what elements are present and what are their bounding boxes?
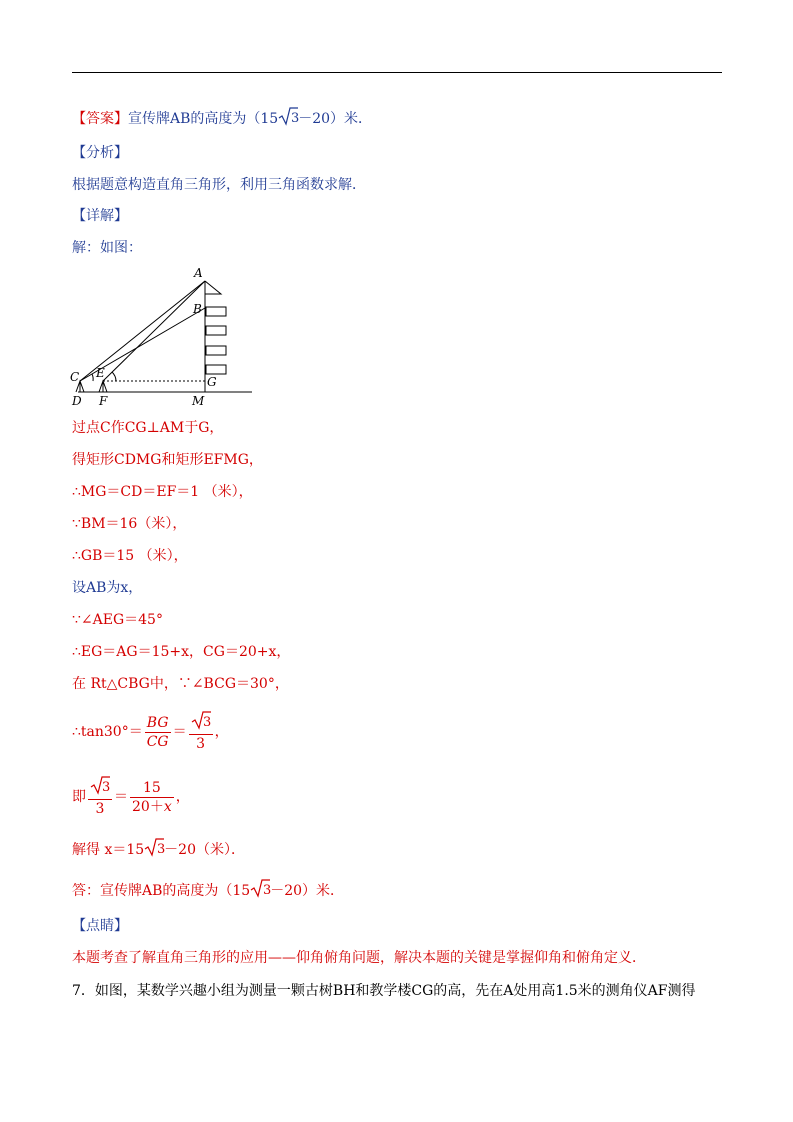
ji-post: ，	[175, 789, 190, 805]
step-9: 在 Rt△CBG中，∵∠BCG＝30°，	[72, 676, 289, 692]
label-c: C	[70, 370, 80, 384]
fraction-numerator-sqrt	[189, 711, 213, 735]
flag-shape	[205, 281, 221, 294]
step-4: ∵BM＝16（米），	[72, 516, 187, 532]
equals-sign: ＝	[172, 724, 187, 740]
label-m: M	[192, 394, 205, 408]
denominator-variable: x	[163, 798, 172, 815]
tan-post: ，	[214, 724, 229, 740]
answer-tag: 【答案】	[72, 111, 128, 127]
sqrt-symbol	[278, 106, 298, 132]
billboard-rect-1	[206, 307, 226, 316]
fraction-denominator: 3	[196, 736, 206, 752]
solve-line	[72, 837, 245, 863]
sqrt-symbol	[250, 878, 270, 904]
final-answer-line	[72, 878, 344, 904]
label-g: G	[207, 375, 217, 389]
fraction-bg-cg	[145, 714, 171, 751]
step-6: 设AB为x，	[72, 580, 143, 596]
detail-intro: 解：如图：	[72, 240, 142, 256]
step-1: 过点C作CG⊥AM于G，	[72, 420, 224, 436]
fraction-numerator: BG	[145, 714, 171, 733]
fraction-denominator	[130, 798, 174, 816]
billboard-rect-3	[206, 346, 226, 355]
step-7: ∵∠AEG＝45°	[72, 612, 163, 628]
final-radicand: 3	[263, 883, 272, 898]
sight-line-ea	[103, 281, 205, 381]
equals-sign: ＝	[114, 789, 128, 805]
step-3: ∴MG＝CD＝EF＝1 （米），	[72, 484, 253, 500]
angle-arc-c	[92, 374, 93, 381]
answer-text-post: －20）米．	[298, 111, 373, 127]
analysis-text: 根据题意构造直角三角形，利用三角函数求解．	[72, 177, 366, 193]
label-b: B	[193, 302, 202, 316]
angle-arc-e	[112, 372, 116, 381]
label-e: E	[96, 366, 105, 380]
ji-equation	[72, 776, 190, 818]
geometry-figure	[66, 264, 256, 409]
billboard-rect-2	[206, 326, 226, 335]
label-d: D	[72, 394, 82, 408]
comment-text: 本题考查了解直角三角形的应用——仰角俯角问题，解决本题的关键是掌握仰角和俯角定义．	[72, 950, 646, 966]
radical-sign	[90, 776, 110, 794]
step-5: ∴GB＝15 （米），	[72, 548, 188, 564]
label-a: A	[194, 266, 203, 280]
comment-tag: 【点睛】	[72, 918, 128, 934]
tan-pre: ∴tan30°＝	[72, 724, 143, 740]
solve-radicand: 3	[157, 842, 166, 857]
step-2: 得矩形CDMG和矩形EFMG，	[72, 452, 263, 468]
radical-sign	[144, 837, 164, 857]
fraction-numerator: 15	[130, 779, 174, 798]
ji-pre: 即	[72, 789, 86, 805]
answer-line	[72, 106, 372, 132]
fraction-sqrt3-3	[88, 776, 112, 818]
fraction-denominator: 3	[95, 801, 105, 817]
detail-tag: 【详解】	[72, 208, 128, 224]
fraction-sqrt3-3	[189, 711, 213, 753]
final-pre: 答：宣传牌AB的高度为（15	[72, 883, 251, 899]
radical-sign	[191, 711, 211, 729]
answer-text-pre: 宣传牌AB的高度为（15	[128, 111, 279, 127]
radicand: 3	[102, 780, 111, 795]
tan-equation	[72, 711, 229, 753]
sqrt-symbol	[144, 837, 164, 863]
radical-sign	[278, 106, 298, 126]
billboard-rect-4	[206, 365, 226, 374]
fraction-numerator-sqrt	[88, 776, 112, 800]
step-8: ∴EG＝AG＝15+x，CG＝20+x，	[72, 644, 291, 660]
analysis-tag: 【分析】	[72, 145, 128, 161]
fraction-15-over-20-x	[130, 779, 174, 816]
radicand: 3	[202, 715, 211, 730]
label-f: F	[99, 394, 108, 408]
solve-post: －20（米）．	[164, 842, 245, 858]
answer-radicand: 3	[291, 111, 300, 126]
next-question-text: 7．如图，某数学兴趣小组为测量一颗古树BH和教学楼CG的高，先在A处用高1.5米的测角仪AF测得	[72, 983, 696, 999]
denominator-part-a: 20＋	[132, 798, 164, 815]
final-post: －20）米．	[270, 883, 345, 899]
top-rule	[72, 72, 722, 73]
fraction-denominator: CG	[146, 733, 169, 750]
radical-sign	[250, 878, 270, 898]
solve-pre: 解得 x＝15	[72, 842, 145, 858]
